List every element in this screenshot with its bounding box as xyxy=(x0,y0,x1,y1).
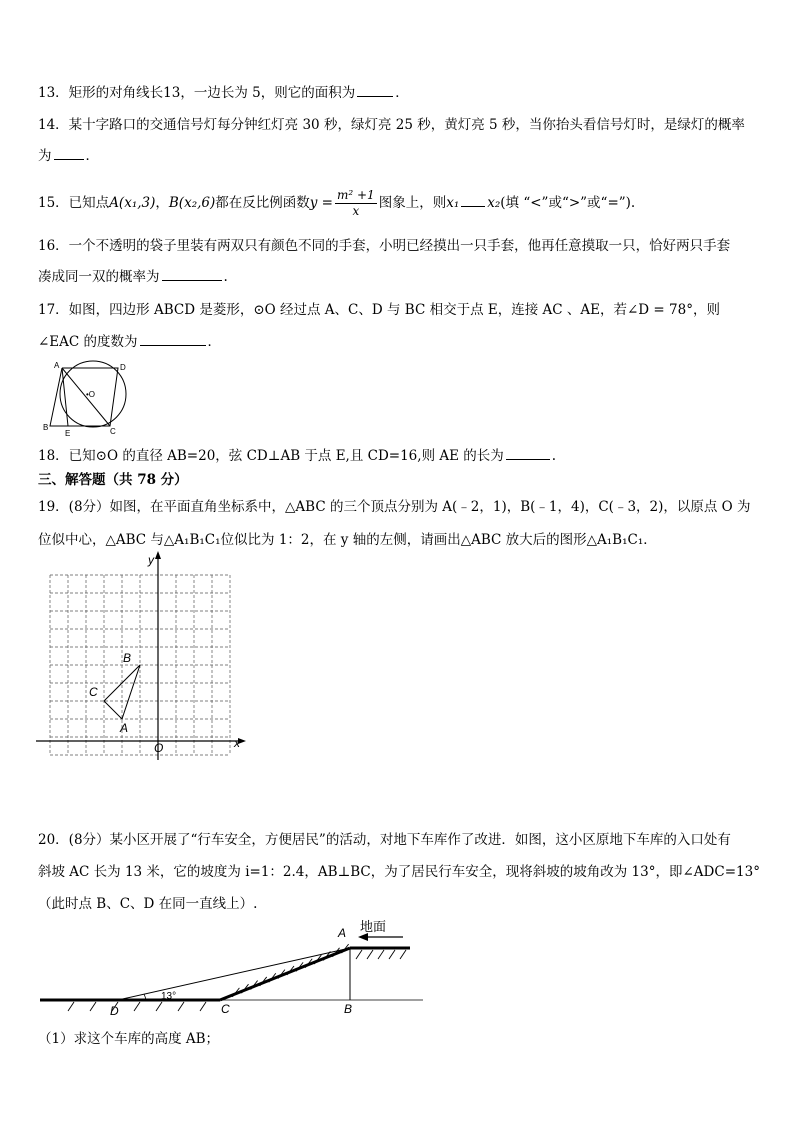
hatching-top xyxy=(356,950,406,959)
question-15 xyxy=(38,188,635,219)
answer-blank[interactable] xyxy=(162,266,222,281)
q17-pre: ∠EAC 的度数为 xyxy=(38,334,138,350)
label-b: B xyxy=(123,651,132,665)
question-16-line2 xyxy=(38,266,228,287)
question-20-line3: （此时点 B、C、D 在同一直线上）. xyxy=(38,896,258,912)
point-b: B(x₂,6) xyxy=(168,195,216,211)
label-y: y xyxy=(148,553,154,567)
question-20-subquestion-1: （1）求这个车库的高度 AB； xyxy=(38,1031,220,1047)
y-axis-arrow xyxy=(155,551,161,559)
q18-end: . xyxy=(551,448,557,464)
q13-end: ． xyxy=(395,85,409,101)
label-a: A xyxy=(54,361,60,370)
q15-tail: (填 “<”或“>”或“=”). xyxy=(500,195,636,211)
coordinate-grid-figure xyxy=(36,550,248,762)
question-17-line1: 17．如图，四边形 ABCD 是菱形，⊙O 经过点 A、C、D 与 BC 相交于点 E，连接 AC 、AE，若∠D = 78°，则 xyxy=(38,302,720,318)
label-ground: 地面 xyxy=(360,919,387,934)
q18-text: 18．已知⊙O 的直径 AB=20，弦 CD⊥AB 于点 E,且 CD=16,则 AE 的长为 xyxy=(38,448,504,464)
label-d: D xyxy=(120,363,126,372)
slope-ad xyxy=(118,948,350,1000)
hatch-mark xyxy=(367,950,373,959)
fraction-numerator: m² +1 xyxy=(337,188,375,202)
question-14-line2 xyxy=(38,145,99,166)
slope-ac xyxy=(220,948,350,1000)
q15-sep: ， xyxy=(155,195,169,211)
ground-arrow-head xyxy=(358,933,368,941)
answer-blank[interactable] xyxy=(506,445,550,460)
label-x: x xyxy=(234,736,240,750)
question-17-line2 xyxy=(38,331,221,352)
label-b: B xyxy=(344,1002,353,1016)
question-18 xyxy=(38,445,556,466)
hatching-bottom xyxy=(68,1002,206,1011)
question-14-line1: 14．某十字路口的交通信号灯每分钟红灯亮 30 秒，绿灯亮 25 秒，黄灯亮 5 秒，当你抬头看信号灯时，是绿灯的概率 xyxy=(38,117,745,133)
hatch-mark xyxy=(378,950,384,959)
q15-mid: 都在反比例函数 xyxy=(215,195,310,211)
point-a: A(x₁,3) xyxy=(109,195,156,211)
answer-blank[interactable] xyxy=(357,82,393,97)
hatch-mark xyxy=(389,950,395,959)
label-b: B xyxy=(43,423,49,432)
ramp-figure xyxy=(38,915,428,1025)
q16-end: . xyxy=(223,269,228,285)
hatch-mark xyxy=(68,1002,74,1011)
label-c: C xyxy=(221,1002,230,1016)
label-angle: 13° xyxy=(161,991,177,1002)
x1: x₁ xyxy=(446,195,460,211)
label-c: C xyxy=(89,685,98,699)
fraction-denominator: x xyxy=(352,204,360,218)
question-20-line2: 斜坡 AC 长为 13 米，它的坡度为 i=1：2.4，AB⊥BC，为了居民行车安全，现将斜坡的坡角改为 13°，即∠ADC=13° xyxy=(38,864,760,880)
rhombus-circle-figure xyxy=(40,360,130,436)
x2: x₂ xyxy=(487,195,501,211)
hatch-mark xyxy=(400,950,406,959)
q14-pre: 为 xyxy=(38,148,52,164)
label-d: D xyxy=(110,1004,119,1018)
hatch-mark xyxy=(134,1002,140,1011)
answer-blank[interactable] xyxy=(140,331,206,346)
fraction xyxy=(335,188,377,219)
question-19-line2: 位似中心，△ABC 与△A₁B₁C₁位似比为 1：2，在 y 轴的左侧，请画出△ABC 放大后的图形△A₁B₁C₁． xyxy=(38,532,657,548)
q16-pre: 凑成同一双的概率为 xyxy=(38,269,160,285)
hatch-mark xyxy=(200,1002,206,1011)
q15-pre: 15．已知点 xyxy=(38,195,110,211)
label-origin: O xyxy=(154,741,164,755)
answer-blank[interactable] xyxy=(54,145,84,160)
label-a: A xyxy=(338,926,347,940)
label-c: C xyxy=(110,427,116,436)
q15-post: 图象上，则 xyxy=(378,195,447,211)
question-19-line1: 19．(8分）如图，在平面直角坐标系中，△ABC 的三个顶点分别为 A(﹣2，1)，B(﹣1，4)，C(﹣3，2)，以原点 O 为 xyxy=(38,499,751,515)
y-equals: y = xyxy=(309,195,333,211)
hatch-mark xyxy=(156,1002,162,1011)
q17-end: ． xyxy=(207,334,222,350)
label-o: •O xyxy=(86,390,96,399)
hatch-mark xyxy=(178,1002,184,1011)
question-20-line1: 20．(8分）某小区开展了“行车安全，方便居民”的活动，对地下车库作了改进．如图，这小区原地下车库的入口处有 xyxy=(38,832,731,848)
label-e: E xyxy=(65,429,71,438)
hatch-mark xyxy=(356,950,362,959)
q14-end: ． xyxy=(85,148,99,164)
label-a: A xyxy=(120,721,129,735)
q13-text: 13．矩形的对角线长13，一边长为 5，则它的面积为 xyxy=(38,85,356,101)
hatch-mark xyxy=(90,1002,96,1011)
question-16-line1: 16．一个不透明的袋子里装有两双只有颜色不同的手套，小明已经摸出一只手套，他再任意摸取一只，恰好两只手套 xyxy=(38,238,731,254)
question-13 xyxy=(38,82,409,103)
section-heading: 三、解答题（共 78 分） xyxy=(38,472,188,488)
answer-blank[interactable] xyxy=(461,192,485,207)
